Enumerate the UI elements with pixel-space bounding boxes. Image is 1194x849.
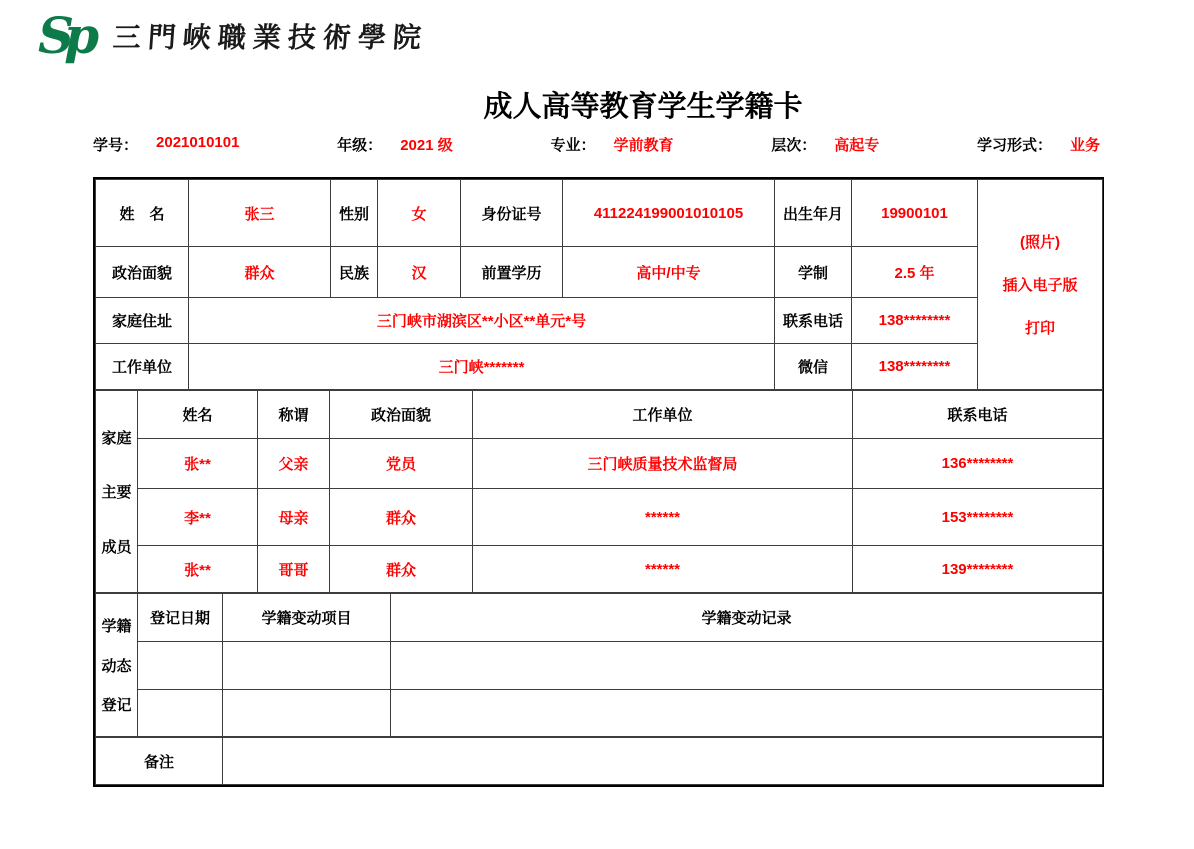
prior-edu-label: 前置学历 [461, 247, 563, 298]
political-value: 群众 [189, 247, 331, 298]
family-header-relation: 称谓 [258, 391, 330, 439]
family-group-word-1: 家庭 [101, 429, 132, 447]
level-label: 层次： [771, 137, 817, 154]
gender-label: 性别 [331, 180, 378, 247]
family-relation: 父亲 [258, 439, 330, 489]
remark-table [95, 737, 1103, 785]
status-header-item: 学籍变动项目 [223, 594, 391, 642]
family-group-word-3: 成员 [101, 538, 132, 556]
study-form-value: 业务 [1069, 137, 1100, 154]
status-header-date: 登记日期 [138, 594, 223, 642]
empty-cell [138, 642, 223, 690]
personal-info-table [95, 179, 1103, 390]
info-level [771, 134, 879, 155]
family-political: 群众 [330, 546, 473, 593]
family-phone: 153******** [853, 489, 1103, 546]
school-logo [38, 6, 430, 65]
family-header-workunit: 工作单位 [473, 391, 853, 439]
wechat-label: 微信 [775, 344, 852, 390]
student-info-row [93, 134, 1100, 155]
family-relation: 哥哥 [258, 546, 330, 593]
family-header-political: 政治面貌 [330, 391, 473, 439]
school-name: 三門峽職業技術學院 [111, 21, 430, 54]
info-student-id [93, 134, 239, 155]
wechat-value: 138******** [852, 344, 978, 390]
duration-value: 2.5 年 [852, 247, 978, 298]
status-empty-row [96, 642, 1103, 690]
family-name: 张** [138, 439, 258, 489]
work-unit-label: 工作单位 [96, 344, 189, 390]
page-title: 成人高等教育学生学籍卡 [483, 91, 803, 123]
ethnic-value: 汉 [378, 247, 461, 298]
family-name: 李** [138, 489, 258, 546]
status-group-word-2: 动态 [101, 657, 132, 675]
grade-value: 2021 级 [400, 137, 453, 154]
address-label: 家庭住址 [96, 298, 189, 344]
student-id-value: 2021010101 [156, 134, 240, 151]
status-empty-row [96, 690, 1103, 737]
empty-cell [138, 690, 223, 737]
student-id-label: 学号： [93, 137, 139, 154]
photo-line-2: 插入电子版 [1002, 277, 1078, 294]
status-group-label [96, 594, 138, 737]
study-form-label: 学习形式： [976, 137, 1052, 154]
photo-line-1: (照片) [1020, 234, 1060, 251]
duration-label: 学制 [775, 247, 852, 298]
empty-cell [391, 642, 1103, 690]
family-name: 张** [138, 546, 258, 593]
major-label: 专业： [550, 137, 596, 154]
info-major [550, 134, 673, 155]
family-group-word-2: 主要 [101, 484, 132, 501]
family-row [96, 489, 1103, 546]
info-grade [337, 134, 453, 155]
prior-edu-value: 高中/中专 [563, 247, 775, 298]
family-workunit: ****** [473, 489, 853, 546]
ethnic-label: 民族 [331, 247, 378, 298]
family-political: 群众 [330, 489, 473, 546]
phone-label: 联系电话 [775, 298, 852, 344]
birth-label: 出生年月 [775, 180, 852, 247]
info-study-form [977, 134, 1100, 155]
family-workunit: ****** [473, 546, 853, 593]
remark-label: 备注 [96, 738, 223, 785]
id-number-value: 411224199001010105 [563, 180, 775, 247]
remark-value [223, 738, 1103, 785]
family-group-label [96, 391, 138, 593]
phone-value: 138******** [852, 298, 978, 344]
family-header-phone: 联系电话 [853, 391, 1103, 439]
empty-cell [391, 690, 1103, 737]
address-value: 三门峡市湖滨区**小区**单元*号 [189, 298, 775, 344]
name-value: 张三 [189, 180, 331, 247]
record-card [93, 177, 1104, 787]
family-political: 党员 [330, 439, 473, 489]
work-unit-value: 三门峡******* [189, 344, 775, 390]
grade-label: 年级： [337, 137, 383, 154]
birth-value: 19900101 [852, 180, 978, 247]
gender-value: 女 [378, 180, 461, 247]
name-label: 姓 名 [96, 180, 189, 247]
family-phone: 139******** [853, 546, 1103, 593]
family-relation: 母亲 [258, 489, 330, 546]
family-phone: 136******** [853, 439, 1103, 489]
empty-cell [223, 690, 391, 737]
major-value: 学前教育 [613, 137, 674, 154]
status-group-word-1: 学籍 [101, 617, 132, 635]
family-workunit: 三门峡质量技术监督局 [473, 439, 853, 489]
id-number-label: 身份证号 [461, 180, 563, 247]
photo-line-3: 打印 [1024, 320, 1055, 337]
political-label: 政治面貌 [96, 247, 189, 298]
family-row [96, 546, 1103, 593]
status-header-record: 学籍变动记录 [391, 594, 1103, 642]
level-value: 高起专 [834, 137, 880, 154]
logo-monogram-icon: Sp [38, 6, 90, 65]
family-header-name: 姓名 [138, 391, 258, 439]
status-group-word-3: 登记 [101, 697, 132, 715]
family-row [96, 439, 1103, 489]
photo-placeholder-cell [978, 180, 1103, 390]
empty-cell [223, 642, 391, 690]
status-change-table [95, 593, 1103, 737]
family-members-table [95, 390, 1103, 593]
